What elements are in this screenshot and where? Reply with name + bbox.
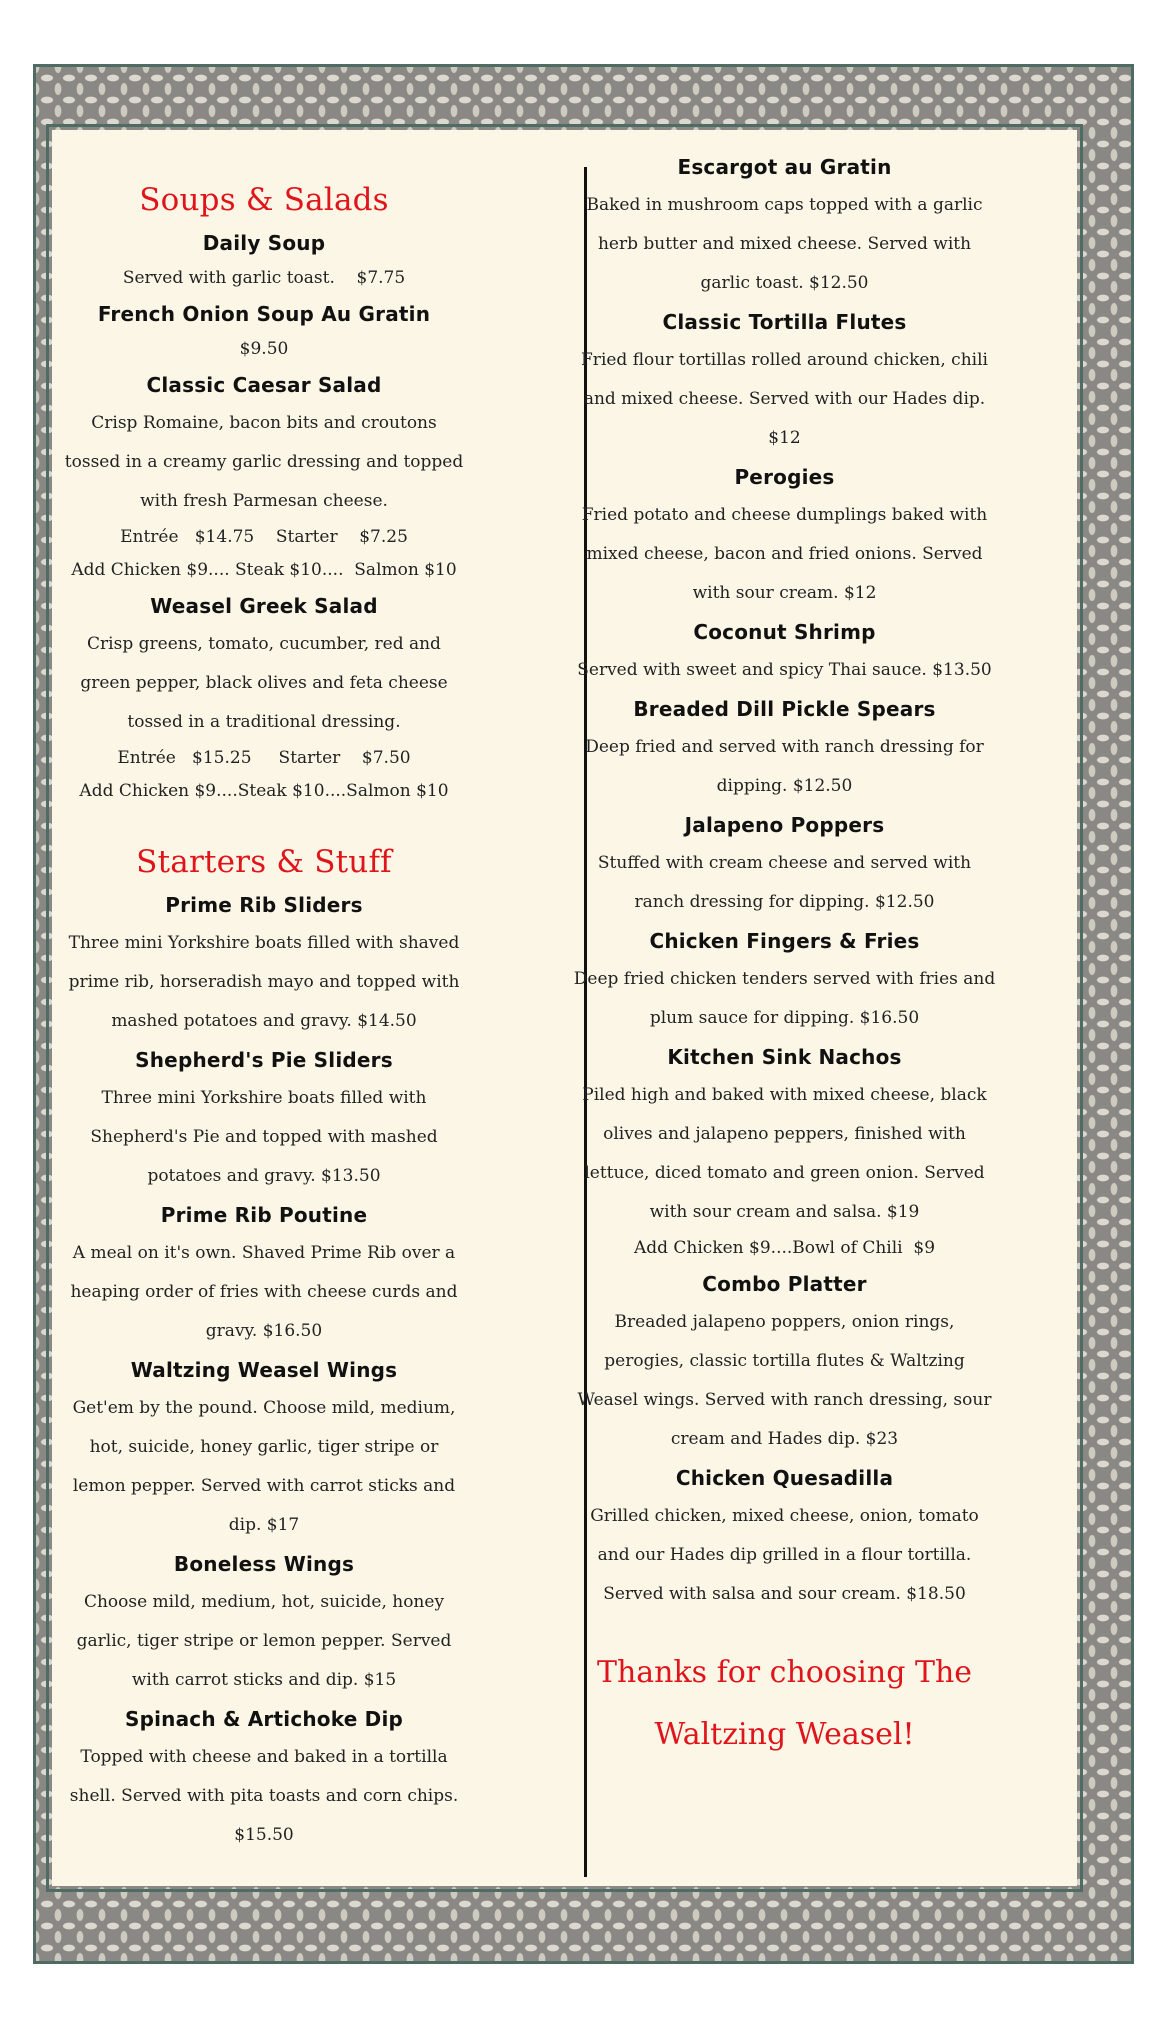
left-column <box>64 178 464 1855</box>
menu-item <box>572 613 997 690</box>
item-name: Boneless Wings <box>173 1552 355 1576</box>
item-description: Crisp Romaine, bacon bits and croutons tossed in a creamy garlic dressing and topped with fresh Parmesan cheese. <box>64 413 464 511</box>
right-column <box>572 148 997 1766</box>
thank-you-message: Thanks for choosing The Waltzing Weasel! <box>596 1655 973 1752</box>
item-name: Chicken Fingers & Fries <box>649 929 920 953</box>
item-description: Fried potato and cheese dumplings baked with mixed cheese, bacon and fried onions. Served with sour cream. $12 <box>581 505 988 603</box>
item-description: Served with garlic toast. $7.75 <box>122 268 406 288</box>
item-name: Daily Soup <box>202 231 326 255</box>
item-name: Weasel Greek Salad <box>150 594 378 618</box>
menu-item <box>572 303 997 458</box>
item-name: Shepherd's Pie Sliders <box>135 1048 393 1072</box>
menu-item <box>572 1265 997 1459</box>
item-addons: Add Chicken $9.... Steak $10.... Salmon $10 <box>71 560 457 580</box>
menu-panel <box>52 130 1077 1886</box>
menu-item <box>64 295 464 366</box>
item-addons: Add Chicken $9....Steak $10....Salmon $10 <box>79 781 449 801</box>
item-description: $9.50 <box>239 339 289 359</box>
item-name: Breaded Dill Pickle Spears <box>633 697 936 721</box>
menu-item <box>64 1041 464 1196</box>
menu-item <box>64 1700 464 1855</box>
item-name: Escargot au Gratin <box>677 155 892 179</box>
item-name: Coconut Shrimp <box>693 620 876 644</box>
item-description: Choose mild, medium, hot, suicide, honey garlic, tiger stripe or lemon pepper. Served with carrot sticks and dip. $15 <box>76 1592 452 1690</box>
item-description: Get'em by the pound. Choose mild, medium, hot, suicide, honey garlic, tiger stripe or lemon pepper. Served with carrot sticks and dip. $17 <box>72 1398 456 1535</box>
menu-item <box>572 806 997 922</box>
item-description: Three mini Yorkshire boats filled with shaved prime rib, horseradish mayo and topped with mashed potatoes and gravy. $14.50 <box>68 933 460 1031</box>
menu-item <box>64 587 464 808</box>
item-description: Three mini Yorkshire boats filled with Shepherd's Pie and topped with mashed potatoes and gravy. $13.50 <box>90 1088 438 1186</box>
menu-item <box>64 886 464 1041</box>
item-prices: Entrée $15.25 Starter $7.50 <box>117 748 411 768</box>
item-name: Classic Caesar Salad <box>146 373 382 397</box>
menu-item <box>64 1196 464 1351</box>
menu-item <box>572 1038 997 1265</box>
item-description: Baked in mushroom caps topped with a garlic herb butter and mixed cheese. Served with garlic toast. $12.50 <box>586 195 983 293</box>
menu-item <box>572 458 997 613</box>
item-name: Jalapeno Poppers <box>684 813 885 837</box>
menu-item <box>572 148 997 303</box>
item-description: Breaded jalapeno poppers, onion rings, perogies, classic tortilla flutes & Waltzing Weasel wings. Served with ranch dressing, sour cream and Hades dip. $23 <box>577 1312 992 1449</box>
item-name: French Onion Soup Au Gratin <box>97 302 431 326</box>
item-name: Classic Tortilla Flutes <box>662 310 907 334</box>
menu-item <box>572 1459 997 1614</box>
item-description: A meal on it's own. Shaved Prime Rib over a heaping order of fries with cheese curds and gravy. $16.50 <box>70 1243 458 1341</box>
item-description: Topped with cheese and baked in a tortilla shell. Served with pita toasts and corn chips. $15.50 <box>69 1747 459 1845</box>
item-name: Prime Rib Poutine <box>160 1203 368 1227</box>
item-addons: Add Chicken $9....Bowl of Chili $9 <box>633 1238 936 1258</box>
section-title-soups-salads: Soups & Salads <box>139 182 389 218</box>
item-description: Deep fried chicken tenders served with fries and plum sauce for dipping. $16.50 <box>573 969 996 1028</box>
menu-item <box>572 922 997 1038</box>
section-title-starters: Starters & Stuff <box>136 844 392 880</box>
item-description: Piled high and baked with mixed cheese, black olives and jalapeno peppers, finished with lettuce, diced tomato and green onion. Served with sour cream and salsa. $19 <box>582 1085 987 1222</box>
item-description: Crisp greens, tomato, cucumber, red and green pepper, black olives and feta cheese tossed in a traditional dressing. <box>80 634 448 732</box>
item-name: Perogies <box>734 465 835 489</box>
menu-item <box>64 1351 464 1545</box>
item-description: Stuffed with cream cheese and served with ranch dressing for dipping. $12.50 <box>597 853 972 912</box>
item-name: Waltzing Weasel Wings <box>130 1358 398 1382</box>
item-description: Deep fried and served with ranch dressing for dipping. $12.50 <box>585 737 984 796</box>
item-name: Kitchen Sink Nachos <box>667 1045 902 1069</box>
item-description: Fried flour tortillas rolled around chicken, chili and mixed cheese. Served with our Hades dip. $12 <box>581 350 988 448</box>
item-name: Spinach & Artichoke Dip <box>124 1707 404 1731</box>
menu-item <box>64 224 464 295</box>
menu-item <box>64 1545 464 1700</box>
item-name: Combo Platter <box>702 1272 867 1296</box>
item-prices: Entrée $14.75 Starter $7.25 <box>120 527 408 547</box>
menu-item <box>572 690 997 806</box>
item-name: Chicken Quesadilla <box>675 1466 894 1490</box>
item-name: Prime Rib Sliders <box>165 893 363 917</box>
item-description: Grilled chicken, mixed cheese, onion, tomato and our Hades dip grilled in a flour tortilla. Served with salsa and sour cream. $18.50 <box>590 1506 979 1604</box>
menu-item <box>64 366 464 587</box>
item-description: Served with sweet and spicy Thai sauce. $13.50 <box>577 660 992 680</box>
